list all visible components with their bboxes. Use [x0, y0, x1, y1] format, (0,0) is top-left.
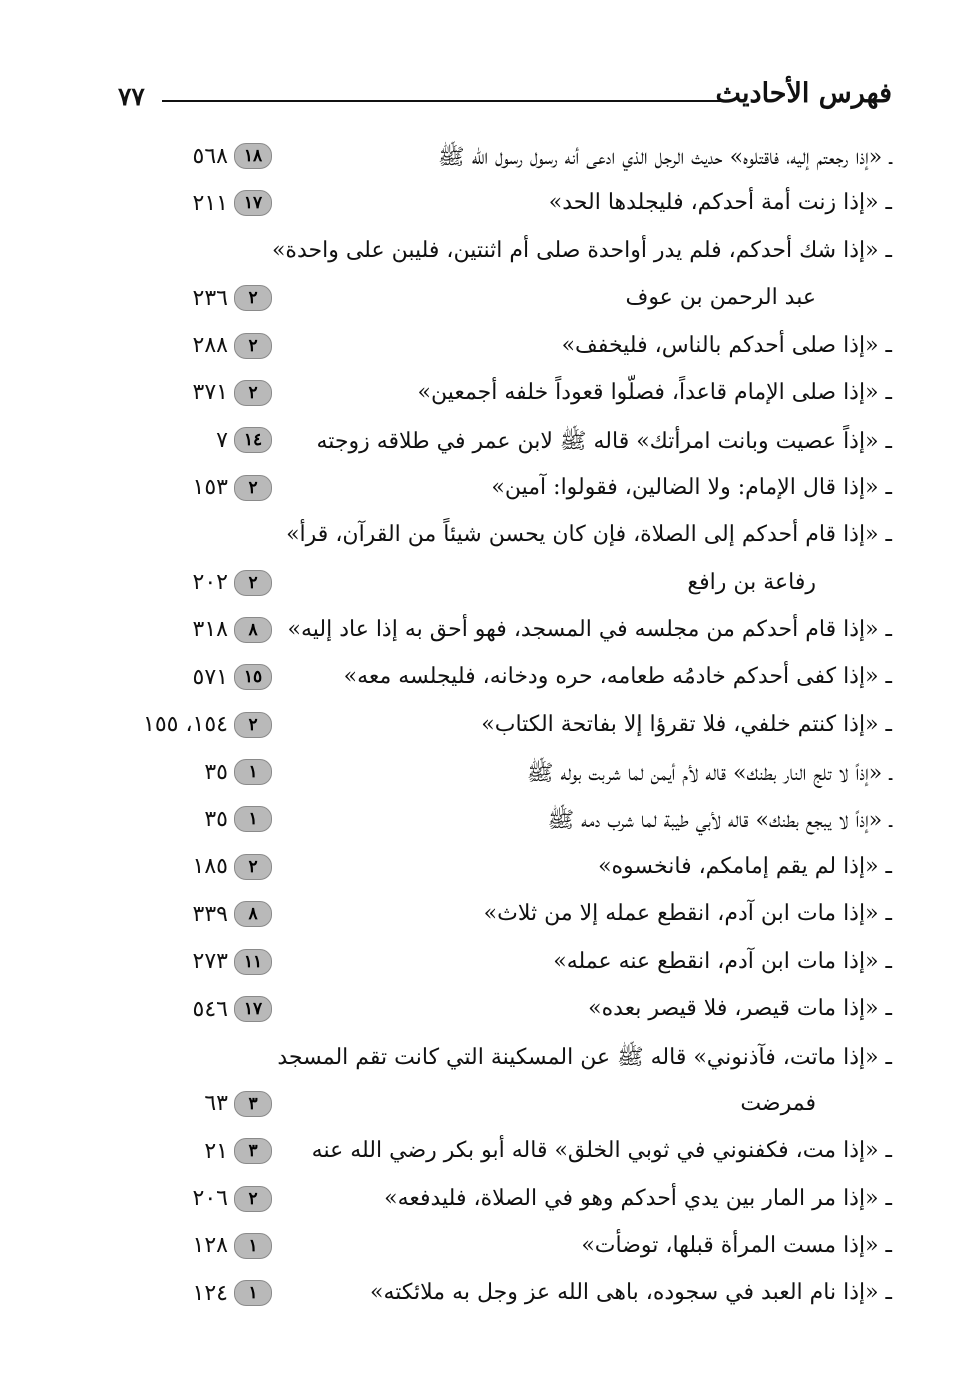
volume-badge: ٣ — [234, 1138, 272, 1164]
entry-reference — [193, 570, 272, 596]
volume-badge: ٢ — [234, 570, 272, 596]
entry-reference — [193, 996, 272, 1022]
index-entry — [0, 279, 956, 326]
index-entry — [0, 1085, 956, 1132]
volume-badge: ٢ — [234, 712, 272, 738]
entry-text: ـ «إذا رجعتم إليه، فاقتلوه» حديث الرجل الذي ادعى أنه رسول رسول الله ﷺ — [438, 145, 892, 170]
entry-reference — [193, 285, 272, 311]
volume-badge: ٢ — [234, 475, 272, 501]
page-numbers: ٢٧٣ — [192, 949, 228, 975]
header-rule — [162, 100, 732, 102]
entry-text: ـ «إذا نام العبد في سجوده، باهى الله عز وجل به ملائكته» — [370, 1280, 892, 1306]
entry-reference — [193, 901, 272, 927]
volume-badge: ٣ — [234, 1091, 272, 1117]
entry-reference — [193, 380, 272, 406]
index-entry — [0, 564, 956, 611]
index-entry — [0, 848, 956, 895]
hadith-index-list — [0, 137, 956, 1322]
index-entry — [0, 327, 956, 374]
index-entry — [0, 374, 956, 421]
page-numbers: ٢٨٨ — [192, 333, 228, 359]
entry-text: ـ «إذا لم يقم إمامكم، فانخسوه» — [598, 853, 892, 879]
page-numbers: ٧ — [216, 427, 228, 453]
entry-text: ـ «إذا شك أحدكم، فلم يدر أواحدة صلى أم اثنتين، فليبن على واحدة» — [271, 237, 892, 263]
volume-badge: ٨ — [234, 901, 272, 927]
entry-text: ـ «إذاً عصيت وبانت امرأتك» قاله ﷺ لابن عمر في طلاقه زوجته — [316, 429, 892, 455]
entry-narrator: رفاعة بن رافع — [687, 569, 816, 595]
volume-badge: ١ — [234, 1233, 272, 1259]
entry-reference — [216, 427, 272, 453]
entry-reference — [193, 617, 272, 643]
index-entry — [0, 1132, 956, 1179]
volume-badge: ١ — [234, 759, 272, 785]
page-numbers: ٣٣٩ — [192, 901, 228, 927]
page-numbers: ١٨٥ — [192, 854, 228, 880]
page-numbers: ٣٥ — [204, 759, 228, 785]
entry-reference — [193, 143, 272, 169]
entry-text: ـ «إذا كفى أحدكم خادمُه طعامه، حره ودخانه، فليجلسه معه» — [343, 664, 892, 690]
page-numbers: ١٢٤ — [192, 1280, 228, 1306]
page-numbers: ٣١٨ — [192, 617, 228, 643]
entry-reference — [193, 190, 272, 216]
entry-text: ـ «إذا قام أحدكم من مجلسه في المسجد، فهو أحق به إذا عاد إليه» — [287, 616, 892, 642]
index-entry — [0, 516, 956, 563]
volume-badge: ١٧ — [234, 190, 272, 216]
volume-badge: ١٧ — [234, 996, 272, 1022]
volume-badge: ١٤ — [234, 427, 272, 453]
volume-badge: ١٨ — [234, 143, 272, 169]
entry-reference — [204, 1091, 272, 1117]
page-number: ٧٧ — [118, 82, 145, 111]
entry-text: ـ «إذاً لا تلج النار بطنك» قاله لأم أيمن لما شربت بوله ﷺ — [526, 761, 892, 787]
entry-reference — [193, 1233, 272, 1259]
volume-badge: ١ — [234, 1280, 272, 1306]
index-entry — [0, 800, 956, 847]
entry-text: ـ «إذا مر المار بين يدي أحدكم وهو في الصلاة، فليدفعه» — [384, 1185, 892, 1211]
index-entry — [0, 895, 956, 942]
volume-badge: ٢ — [234, 854, 272, 880]
index-entry — [0, 943, 956, 990]
entry-text: ـ «إذا ماتت، فآذنوني» قاله ﷺ عن المسكينة التي كانت تقم المسجد — [277, 1045, 892, 1071]
volume-badge: ١٥ — [234, 664, 272, 690]
page-numbers: ٥٧١ — [192, 664, 228, 690]
header-title: فهرس الأحاديث — [715, 78, 892, 109]
page-numbers: ٢٠٦ — [192, 1186, 228, 1212]
index-entry — [0, 232, 956, 279]
entry-text: ـ «إذا قام أحدكم إلى الصلاة، فإن كان يحسن شيئاً من القرآن، قرأ» — [286, 522, 892, 548]
volume-badge: ٨ — [234, 617, 272, 643]
volume-badge: ٢ — [234, 380, 272, 406]
entry-narrator: فمرضت — [740, 1090, 816, 1116]
entry-reference — [193, 854, 272, 880]
entry-text: ـ «إذا صلى أحدكم بالناس، فليخفف» — [561, 332, 892, 358]
entry-text: ـ «إذا مات ابن آدم، انقطع عنه عمله» — [553, 948, 892, 974]
entry-text: ـ «إذا مات قيصر، فلا قيصر بعده» — [588, 996, 892, 1022]
entry-text: ـ «إذا كنتم خلفي، فلا تقرؤا إلا بفاتحة الكتاب» — [481, 711, 892, 737]
index-entry — [0, 1274, 956, 1321]
volume-badge: ١١ — [234, 949, 272, 975]
entry-text: ـ «إذا مت، فكفنوني في ثوبي الخلق» قاله أبو بكر رضي الله عنه — [311, 1138, 892, 1164]
entry-text: ـ «إذا قال الإمام: ولا الضالين، فقولوا: آمين» — [491, 474, 892, 500]
volume-badge: ٢ — [234, 285, 272, 311]
entry-reference — [193, 475, 272, 501]
page-numbers: ١٥٤، ١٥٥ — [143, 712, 228, 738]
entry-reference — [193, 949, 272, 975]
page-numbers: ٥٦٨ — [192, 143, 228, 169]
entry-text: ـ «إذا صلى الإمام قاعداً، فصلّوا قعوداً خلفه أجمعين» — [417, 379, 892, 405]
index-entry — [0, 658, 956, 705]
index-entry — [0, 469, 956, 516]
page-numbers: ٣٥ — [204, 806, 228, 832]
entry-text: ـ «إذا زنت أمة أحدكم، فليجلدها الحد» — [548, 190, 892, 216]
index-entry — [0, 1180, 956, 1227]
index-entry — [0, 753, 956, 800]
page-numbers: ٦٣ — [204, 1091, 228, 1117]
entry-reference — [193, 1186, 272, 1212]
volume-badge: ١ — [234, 806, 272, 832]
page-numbers: ٢١١ — [192, 190, 228, 216]
entry-reference — [204, 1138, 272, 1164]
entry-reference — [193, 1280, 272, 1306]
index-entry — [0, 1037, 956, 1084]
page-numbers: ١٢٨ — [192, 1233, 228, 1259]
page-numbers: ٢٠٢ — [192, 570, 228, 596]
entry-text: ـ «إذا مست المرأة قبلها، توضأت» — [581, 1232, 892, 1258]
page-numbers: ٣٧١ — [192, 380, 228, 406]
entry-reference — [143, 712, 272, 738]
index-entry — [0, 990, 956, 1037]
entry-text: ـ «إذا مات ابن آدم، انقطع عمله إلا من ثلاث» — [483, 901, 892, 927]
entry-reference — [204, 759, 272, 785]
index-entry — [0, 611, 956, 658]
page-numbers: ٢٣٦ — [192, 285, 228, 311]
entry-reference — [193, 333, 272, 359]
entry-text: ـ «إذاً لا يبجع بطنك» قاله لأبي طيبة لما شرب دمه ﷺ — [547, 808, 892, 834]
entry-reference — [204, 806, 272, 832]
running-header — [118, 78, 892, 118]
page-numbers: ٥٤٦ — [192, 996, 228, 1022]
volume-badge: ٢ — [234, 1186, 272, 1212]
page-numbers: ٢١ — [204, 1138, 228, 1164]
index-entry — [0, 184, 956, 231]
entry-narrator: عبد الرحمن بن عوف — [625, 285, 816, 311]
index-entry — [0, 421, 956, 468]
index-entry — [0, 706, 956, 753]
entry-reference — [193, 664, 272, 690]
index-entry — [0, 1227, 956, 1274]
index-entry — [0, 137, 956, 184]
page-numbers: ١٥٣ — [192, 475, 228, 501]
volume-badge: ٢ — [234, 333, 272, 359]
